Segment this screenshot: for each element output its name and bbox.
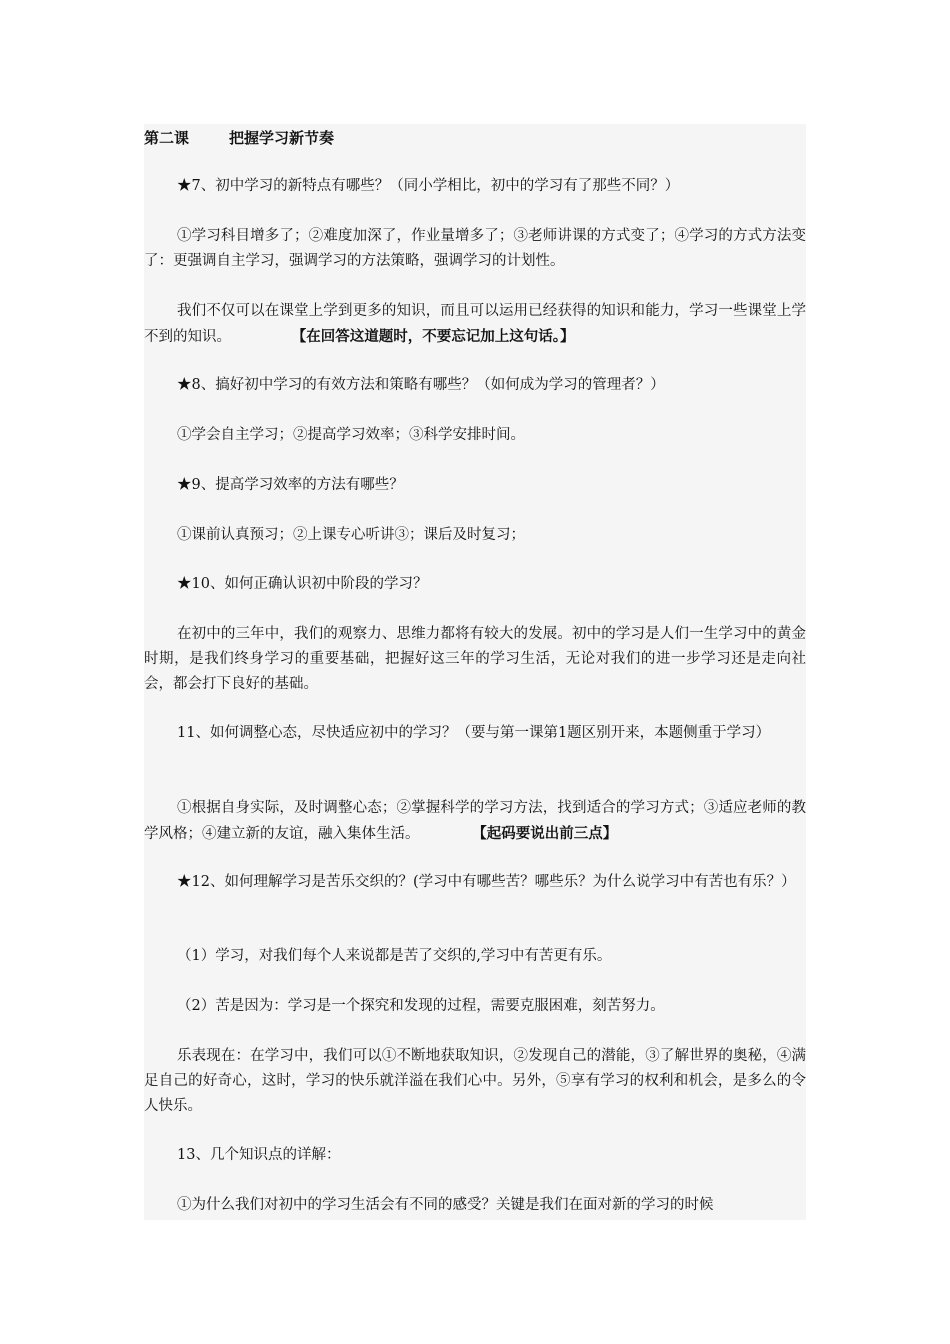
lesson-title — [144, 128, 334, 148]
answer-8: ①学会自主学习；②提高学习效率；③科学安排时间。 — [177, 427, 525, 443]
question-11: 11、如何调整心态，尽快适应初中的学习？（要与第一课第1题区别开来，本题侧重于学习） — [177, 725, 771, 741]
answer-9: ①课前认真预习；②上课专心听讲③；课后及时复习； — [177, 527, 525, 543]
answer-12-part-3: 乐表现在：在学习中，我们可以①不断地获取知识，②发现自己的潜能，③了解世界的奥秘，④满足自己的好奇心，这时，学习的快乐就洋溢在我们心中。另外，⑤享有学习的权利和机会，是多么的令人快乐。 — [144, 1048, 806, 1114]
question-13: 13、几个知识点的详解： — [177, 1147, 341, 1163]
lesson-number: 第二课 — [144, 129, 190, 147]
answer-11-note: 【起码要说出前三点】 — [479, 825, 618, 842]
lesson-name: 把握学习新节奏 — [229, 129, 335, 147]
answer-10: 在初中的三年中，我们的观察力、思维力都将有较大的发展。初中的学习是人们一生学习中的黄金时期，是我们终身学习的重要基础，把握好这三年的学习生活，无论对我们的进一步学习还是走向社会，都会打下良好的基础。 — [144, 626, 806, 692]
document-content — [144, 124, 806, 1220]
question-7: ★7、初中学习的新特点有哪些？（同小学相比，初中的学习有了那些不同？） — [177, 178, 680, 194]
answer-13-item-1: ①为什么我们对初中的学习生活会有不同的感受？关键是我们在面对新的学习的时候 — [177, 1197, 714, 1213]
answer-12-part-1: （1）学习，对我们每个人来说都是苦了交织的,学习中有苦更有乐。 — [177, 948, 612, 964]
answer-7-note: 【在回答这道题时，不要忘记加上这句话。】 — [299, 328, 575, 345]
question-10: ★10、如何正确认识初中阶段的学习？ — [177, 576, 428, 592]
answer-12-part-2: （2）苦是因为：学习是一个探究和发现的过程，需要克服困难，刻苦努力。 — [177, 998, 665, 1014]
answer-7: ①学习科目增多了；②难度加深了，作业量增多了；③老师讲课的方式变了；④学习的方式方法变了：更强调自主学习，强调学习的方法策略，强调学习的计划性。 — [144, 228, 806, 269]
question-9: ★9、提高学习效率的方法有哪些？ — [177, 477, 404, 493]
answer-7-supplement-text: 我们不仅可以在课堂上学到更多的知识，而且可以运用已经获得的知识和能力，学习一些课堂上学不到的知识。 — [144, 303, 806, 345]
answer-11 — [144, 796, 806, 847]
answer-11-text: ①根据自身实际，及时调整心态；②掌握科学的学习方法，找到适合的学习方式；③适应老师的教学风格；④建立新的友谊，融入集体生活。 — [144, 800, 806, 842]
question-12: ★12、如何理解学习是苦乐交织的？(学习中有哪些苦？哪些乐？为什么说学习中有苦也有乐？） — [177, 874, 796, 890]
question-8: ★8、搞好初中学习的有效方法和策略有哪些？（如何成为学习的管理者？） — [177, 377, 665, 393]
answer-7-supplement — [144, 299, 806, 350]
